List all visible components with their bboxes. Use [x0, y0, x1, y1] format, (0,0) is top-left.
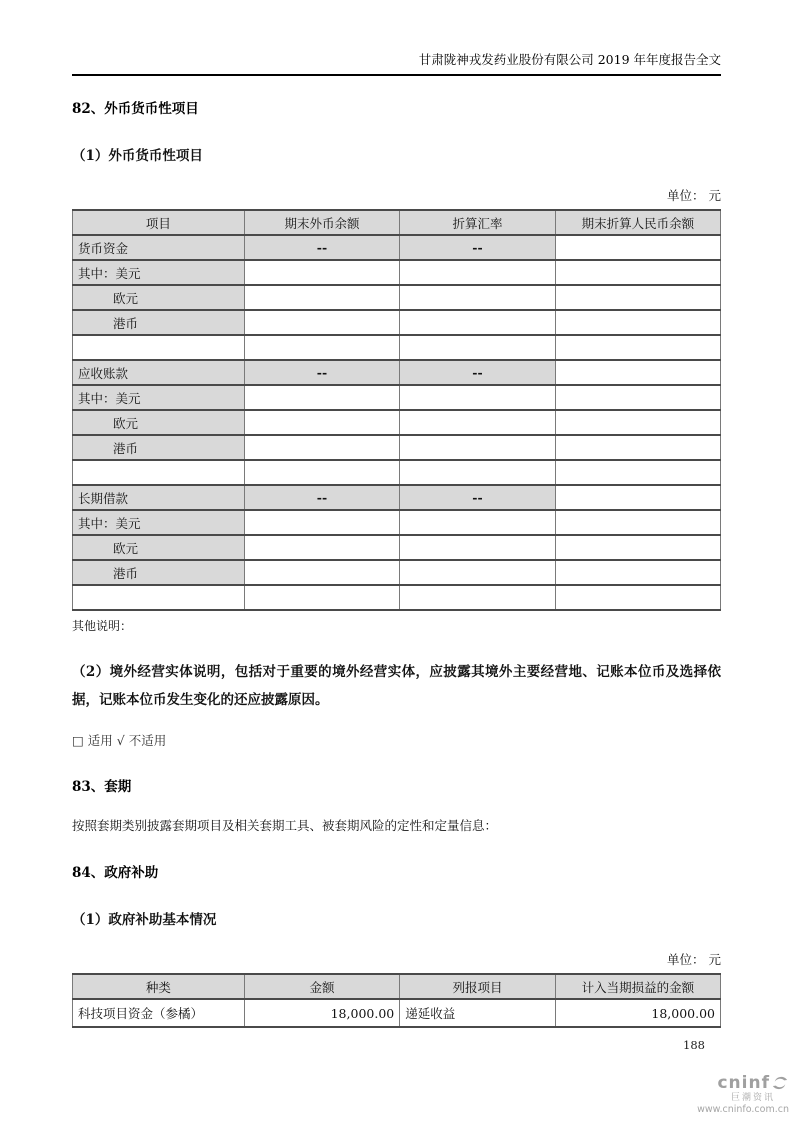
table-row — [73, 560, 721, 585]
table-header-row — [73, 974, 721, 999]
cell-foreign — [244, 510, 400, 535]
table-row — [73, 310, 721, 335]
cell-rate — [400, 335, 556, 360]
cell-label: 港币 — [73, 310, 245, 335]
cell-label: 港币 — [73, 435, 245, 460]
table-header-row — [73, 210, 721, 235]
col-header-exchange-rate: 折算汇率 — [400, 210, 556, 235]
cell-rmb — [555, 260, 720, 285]
unit-label-1: 单位： 元 — [667, 188, 721, 203]
other-note: 其他说明： — [72, 619, 133, 633]
cell-rmb — [555, 585, 720, 610]
cell-label — [73, 585, 245, 610]
cell-rate: -- — [400, 485, 556, 510]
section-82-heading: 82、外币货币性项目 — [72, 101, 199, 117]
cell-amount: 18,000.00 — [244, 999, 400, 1027]
cell-rmb — [555, 460, 720, 485]
cell-rate — [400, 435, 556, 460]
section-84-1-subheading: （1）政府补助基本情况 — [72, 912, 217, 928]
cell-label — [73, 460, 245, 485]
cell-current-profit: 18,000.00 — [555, 999, 720, 1027]
table-row — [73, 385, 721, 410]
table-row — [73, 235, 721, 260]
cell-label: 货币资金 — [73, 235, 245, 260]
cell-rate: -- — [400, 235, 556, 260]
table-row — [73, 999, 721, 1027]
col-header-item: 项目 — [73, 210, 245, 235]
foreign-currency-table — [72, 209, 721, 611]
cell-label — [73, 335, 245, 360]
cell-label: 欧元 — [73, 285, 245, 310]
section-82-1-subheading: （1）外币货币性项目 — [72, 148, 203, 164]
page-number: 188 — [683, 1038, 705, 1052]
table-row — [73, 360, 721, 385]
cell-rmb — [555, 435, 720, 460]
table-row-empty — [73, 335, 721, 360]
table-row — [73, 285, 721, 310]
cell-rate — [400, 535, 556, 560]
cell-foreign — [244, 560, 400, 585]
cell-rmb — [555, 360, 720, 385]
cell-rmb — [555, 560, 720, 585]
cninfo-logo-text: cninf — [717, 1073, 770, 1093]
applicability-line: □ 适用 √ 不适用 — [72, 733, 167, 748]
col-header-reported-item: 列报项目 — [400, 974, 556, 999]
table-row — [73, 510, 721, 535]
cell-rmb — [555, 510, 720, 535]
col-header-amount: 金额 — [244, 974, 400, 999]
cell-foreign — [244, 335, 400, 360]
cell-label: 其中：美元 — [73, 260, 245, 285]
cell-rmb — [555, 385, 720, 410]
cell-foreign — [244, 285, 400, 310]
cell-label: 其中：美元 — [73, 385, 245, 410]
cell-rmb — [555, 335, 720, 360]
col-header-rmb-balance: 期末折算人民币余额 — [555, 210, 720, 235]
table-row — [73, 485, 721, 510]
cell-rate — [400, 260, 556, 285]
section-83-body: 按照套期类别披露套期项目及相关套期工具、被套期风险的定性和定量信息： — [72, 818, 498, 833]
cell-label: 欧元 — [73, 410, 245, 435]
cell-foreign — [244, 385, 400, 410]
cell-rmb — [555, 410, 720, 435]
cell-rmb — [555, 285, 720, 310]
cell-rmb — [555, 310, 720, 335]
cell-rmb — [555, 535, 720, 560]
cell-foreign — [244, 435, 400, 460]
cell-rate — [400, 510, 556, 535]
table-row-empty — [73, 460, 721, 485]
cninfo-logo — [659, 1074, 789, 1115]
section-83-heading: 83、套期 — [72, 779, 132, 795]
col-header-current-profit: 计入当期损益的金额 — [555, 974, 720, 999]
cell-foreign — [244, 460, 400, 485]
col-header-foreign-balance: 期末外币余额 — [244, 210, 400, 235]
cell-foreign: -- — [244, 485, 400, 510]
unit-label-2: 单位： 元 — [667, 952, 721, 967]
government-subsidy-table — [72, 973, 721, 1028]
cell-rmb — [555, 485, 720, 510]
cell-label: 港币 — [73, 560, 245, 585]
cell-label: 长期借款 — [73, 485, 245, 510]
document-header — [72, 0, 721, 76]
section-82-2-paragraph: （2）境外经营实体说明，包括对于重要的境外经营实体，应披露其境外主要经营地、记账本位币及选择依据，记账本位币发生变化的还应披露原因。 — [72, 664, 721, 708]
cell-rate — [400, 310, 556, 335]
cell-rate — [400, 460, 556, 485]
table-row — [73, 435, 721, 460]
cell-label: 其中：美元 — [73, 510, 245, 535]
section-84-heading: 84、政府补助 — [72, 865, 159, 881]
cell-rate — [400, 410, 556, 435]
table-row — [73, 260, 721, 285]
cell-label: 应收账款 — [73, 360, 245, 385]
cell-foreign: -- — [244, 235, 400, 260]
cell-rate — [400, 585, 556, 610]
cninfo-logo-subtitle: 巨潮资讯 — [730, 1092, 775, 1103]
cell-rate — [400, 385, 556, 410]
table-row-empty — [73, 585, 721, 610]
cell-rmb — [555, 235, 720, 260]
cell-foreign — [244, 585, 400, 610]
cell-foreign — [244, 410, 400, 435]
table-row — [73, 410, 721, 435]
cell-foreign — [244, 535, 400, 560]
cell-label: 欧元 — [73, 535, 245, 560]
cell-foreign — [244, 260, 400, 285]
cell-foreign: -- — [244, 360, 400, 385]
table-row — [73, 535, 721, 560]
col-header-kind: 种类 — [73, 974, 245, 999]
document-title: 甘肃陇神戎发药业股份有限公司 2019 年年度报告全文 — [418, 52, 721, 67]
cell-reported-item: 递延收益 — [400, 999, 556, 1027]
cell-foreign — [244, 310, 400, 335]
cninfo-swirl-icon — [771, 1074, 789, 1092]
cninfo-logo-url: www.cninfo.com.cn — [697, 1103, 789, 1115]
cell-kind: 科技项目资金（参橘） — [73, 999, 245, 1027]
cell-rate — [400, 285, 556, 310]
cell-rate — [400, 560, 556, 585]
cell-rate: -- — [400, 360, 556, 385]
